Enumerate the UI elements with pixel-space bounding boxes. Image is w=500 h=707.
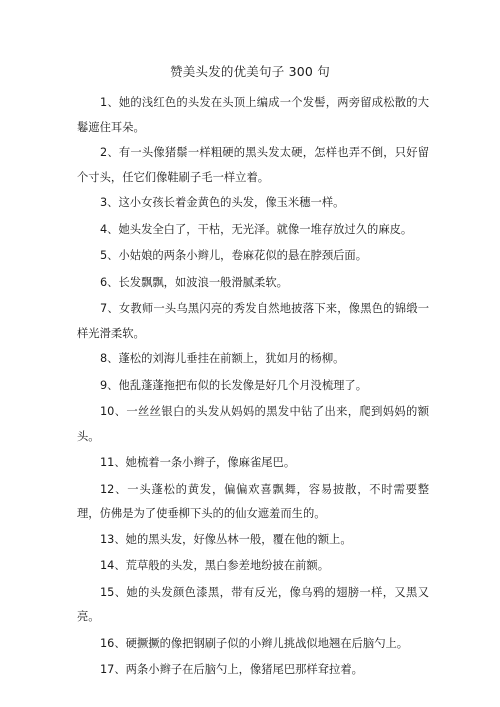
- paragraph-4: 4、她头发全白了，干枯，无光泽。就像一堆存放过久的麻皮。: [100, 222, 413, 236]
- paragraph-7: 7、女教师一头乌黑闪亮的秀发自然地披落下来，像黑色的锦缎一样光滑柔软。: [77, 302, 429, 340]
- paragraph-8: 8、蓬松的刘海儿垂挂在前额上，犹如月的杨柳。: [100, 352, 345, 365]
- paragraph-17: 17、两条小辫子在后脑勺上，像猪尾巴那样耷拉着。: [100, 663, 363, 676]
- paragraph-16: 16、硬撅撅的像把钢刷子似的小辫儿挑战似地翘在后脑勺上。: [100, 636, 409, 650]
- paragraph-11: 11、她梳着一条小辫子，像麻雀尾巴。: [100, 456, 296, 469]
- paragraph-12: 12、一头蓬松的黄发，偏偏欢喜飘舞，容易披散，不时需要整理，仿佛是为了使垂柳下头的的仙女遮羞而生的。: [77, 482, 429, 520]
- paragraph-15: 15、她的头发颜色漆黑，带有反光，像乌鸦的翅膀一样，又黑又亮。: [77, 585, 429, 623]
- paragraph-3: 3、这小女孩长着金黄色的头发，像玉米穗一样。: [100, 196, 345, 209]
- paragraph-6: 6、长发飘飘，如波浪一般滑腻柔软。: [100, 275, 288, 289]
- paragraph-2: 2、有一头像猪鬃一样粗硬的黑头发太硬，怎样也弄不倒，只好留个寸头，任它们像鞋刷子毛一样立着。: [77, 146, 429, 184]
- paragraph-13: 13、她的黑头发，好像丛林一般，覆在他的额上。: [100, 532, 352, 546]
- paragraph-14: 14、荒草般的头发，黑白参差地纷披在前额。: [100, 559, 330, 572]
- document-title: 赞美头发的优美句子 300 句: [170, 64, 330, 79]
- paragraph-5: 5、小姑娘的两条小辫儿，卷麻花似的悬在脖颈后面。: [100, 249, 368, 262]
- paragraph-9: 9、他乱蓬蓬拖把布似的长发像是好几个月没梳理了。: [100, 378, 368, 392]
- document-body: [77, 91, 429, 683]
- paragraph-1: 1、她的浅红色的头发在头顶上编成一个发髻，两旁留成松散的大鬈遮住耳朵。: [77, 96, 429, 134]
- paragraph-10: 10、一丝丝银白的头发从妈妈的黑发中钻了出来，爬到妈妈的额头。: [77, 405, 429, 443]
